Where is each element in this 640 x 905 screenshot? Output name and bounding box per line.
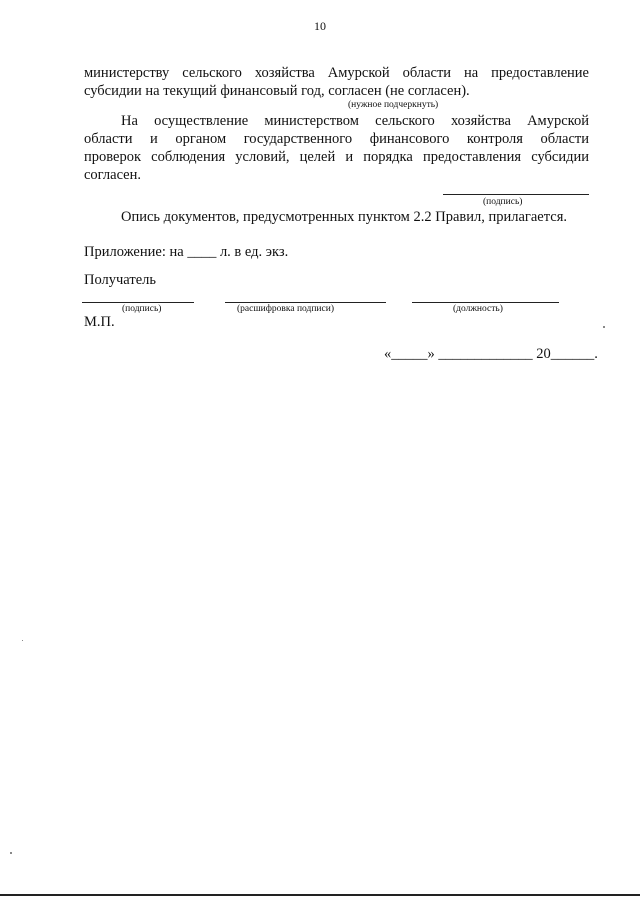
date-year-blank[interactable]: ______.: [550, 346, 598, 362]
recipient-signature-line[interactable]: [82, 302, 194, 303]
paragraph2-line2: области и органом государственного финансового контроля области: [84, 131, 589, 147]
date-month-blank[interactable]: _____________: [438, 346, 533, 362]
attachment-suffix: л. в ед. экз.: [219, 244, 289, 260]
recipient-decoding-caption: (расшифровка подписи): [237, 304, 334, 314]
signature-caption: (подпись): [483, 197, 523, 207]
recipient-signature-caption: (подпись): [122, 304, 162, 314]
attachment-pages-blank[interactable]: ____: [187, 244, 217, 260]
paragraph1-line2: субсидии на текущий финансовый год, согласен (не согласен).: [84, 83, 470, 99]
scan-speck: [10, 852, 12, 854]
recipient-position-line[interactable]: [412, 302, 559, 303]
attachment-line: [84, 244, 288, 261]
date-year-prefix: 20: [536, 346, 551, 362]
page-bottom-border: [0, 894, 640, 896]
paragraph2-line3: проверок соблюдения условий, целей и порядка предоставления субсидии: [84, 149, 589, 165]
paragraph-consent-subsidy: [84, 64, 589, 100]
seal-label: М.П.: [84, 314, 115, 330]
paragraph2-line1: На осуществление министерством сельского хозяйства Амурской: [121, 113, 589, 129]
recipient-label: Получатель: [84, 272, 156, 288]
inventory-text: Опись документов, предусмотренных пунктом 2.2 Правил, прилагается.: [121, 209, 567, 225]
date-line: [384, 346, 598, 363]
paragraph2-line4: согласен.: [84, 167, 142, 183]
recipient-position-caption: (должность): [453, 304, 503, 314]
scan-speck: [603, 326, 605, 328]
paragraph-consent-control: [84, 112, 589, 184]
signature-line[interactable]: [443, 194, 589, 195]
date-close-quote: »: [427, 346, 435, 362]
scan-speck: [22, 640, 23, 641]
attachment-prefix: Приложение: на: [84, 244, 184, 260]
date-day-blank[interactable]: _____: [391, 346, 428, 362]
underline-note: (нужное подчеркнуть): [348, 100, 439, 110]
recipient-decoding-line[interactable]: [225, 302, 386, 303]
paragraph1-line1: министерству сельского хозяйства Амурской области на предоставление: [84, 65, 589, 81]
page-number: 10: [314, 19, 326, 33]
date-open-quote: «: [384, 346, 392, 362]
